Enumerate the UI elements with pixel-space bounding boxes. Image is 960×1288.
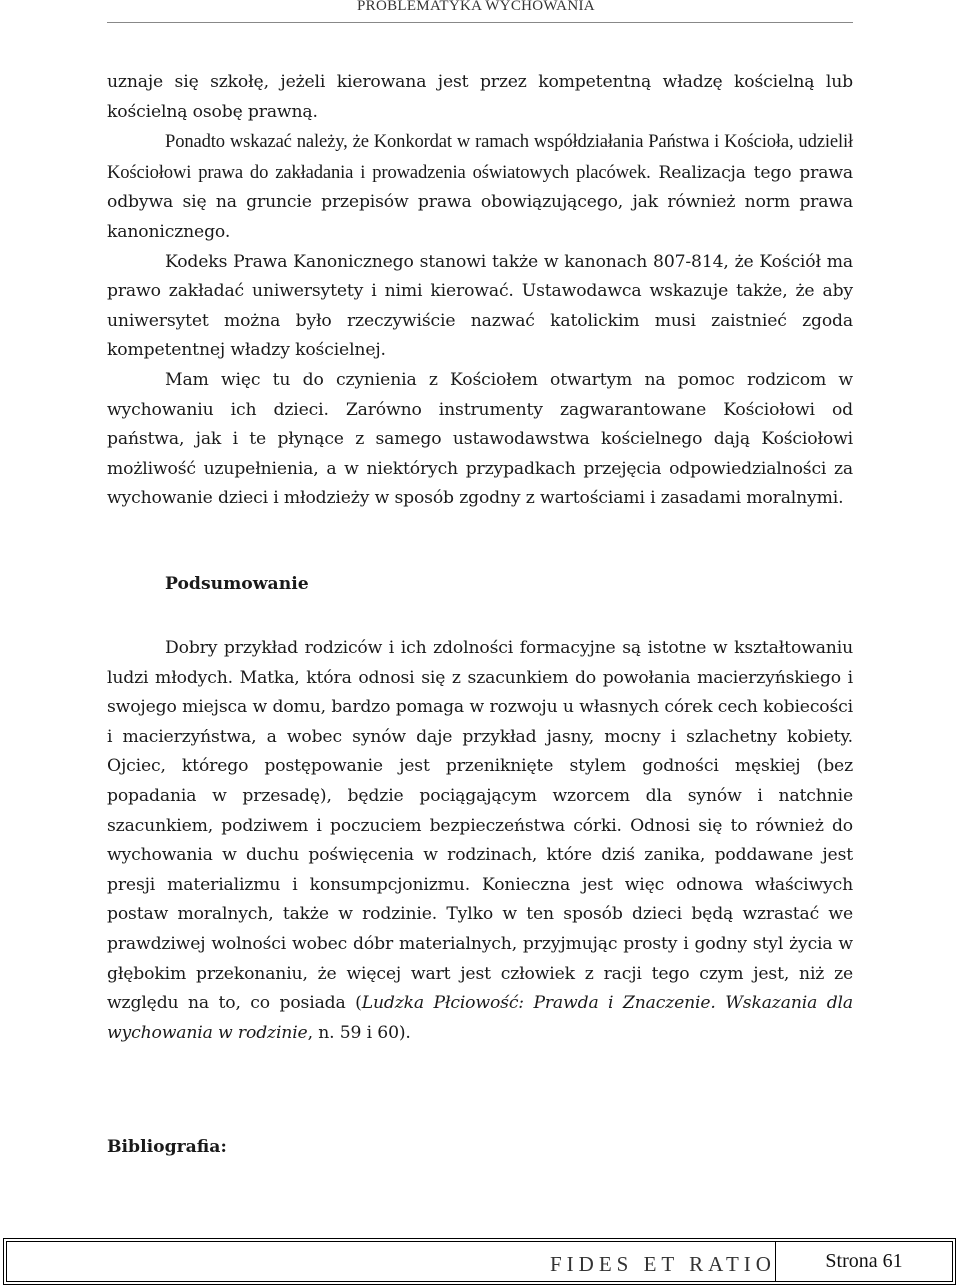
paragraph-2-part-a: Ponadto wskazać należy, że Konkordat w ramach współdziałania Państwa i Kościoła, udzielił Kościołowi prawa do zakładania i prowadzenia oświatowych placówek. bbox=[107, 131, 853, 183]
page-footer bbox=[3, 1238, 956, 1285]
paragraph-2-part-b: Realizacja tego prawa odbywa się na gruncie przepisów prawa obowiązującego, jak również norm prawa kanonicznego. bbox=[107, 162, 853, 242]
footer-frame bbox=[6, 1241, 953, 1282]
paragraph-4: Mam więc tu do czynienia z Kościołem otwartym na pomoc rodzicom w wychowaniu ich dzieci. Zarówno instrumenty zagwarantowane Kościołowi od państwa, jak i te płynące z samego ustawodawstwa kościelnego dają Kościołowi możliwość uzupełnienia, a w niektórych przypadkach przejęcia odpowiedzialności za wychowanie dzieci i młodzieży w sposób zgodny z wartościami i zasadami moralnymi. bbox=[107, 369, 853, 509]
page-number: Strona 61 bbox=[775, 1242, 952, 1281]
summary-heading: Podsumowanie bbox=[165, 574, 309, 594]
running-title: PROBLEMATYKA WYCHOWANIA bbox=[357, 0, 595, 14]
paragraph-2 bbox=[107, 127, 853, 247]
bibliography-heading: Bibliografia: bbox=[107, 1137, 227, 1157]
paragraph-3: Kodeks Prawa Kanonicznego stanowi także w kanonach 807-814, że Kościół ma prawo zakładać uniwersytety i nimi kierować. Ustawodawca wskazuje także, że aby uniwersytet można było rzeczywiście nazwać katolickim musi zaistnieć zgoda kompetentnej władzy kościelnej. bbox=[107, 251, 853, 361]
journal-name: FIDES ET RATIO bbox=[550, 1252, 776, 1276]
summary-paragraph bbox=[107, 634, 853, 1048]
summary-citation: Ludzka Płciowość: Prawda i Znaczenie. Wskazania dla wychowania w rodzinie bbox=[107, 993, 853, 1043]
summary-text bbox=[107, 634, 853, 1048]
running-header bbox=[0, 0, 960, 24]
header-rule bbox=[107, 22, 853, 23]
summary-citation-tail: , n. 59 i 60). bbox=[307, 1022, 411, 1043]
body-text bbox=[107, 68, 853, 514]
summary-main: Dobry przykład rodziców i ich zdolności formacyjne są istotne w kształtowaniu ludzi młodych. Matka, która odnosi się z szacunkiem do powołania macierzyńskiego i swojego miejsca w domu, bardzo pomaga w rozwoju u własnych córek cech kobiecości i macierzyństwa, a wobec synów daje przykład jasny, mocny i szlachetny kobiety. Ojciec, którego postępowanie jest przeniknięte stylem godności męskiej (bez popadania w przesadę), będzie pociągającym wzorcem dla synów i natchnie szacunkiem, podziwem i poczuciem bezpieczeństwa córki. Odnosi się to również do wychowania w duchu poświęcenia w rodzinach, które dziś zanika, poddawane jest presji materializmu i konsumpcjonizmu. Konieczna jest więc odnowa właściwych postaw moralnych, także w rodzinie. Tylko w ten sposób dzieci będą wzrastać we prawdziwej wolności wobec dóbr materialnych, przyjmując prosty i godny styl życia w głębokim przekonaniu, że więcej wart jest człowiek z racji tego czym jest, niż ze względu na to, co posiada ( bbox=[107, 638, 853, 1014]
paragraph-1: uznaje się szkołę, jeżeli kierowana jest przez kompetentną władzę kościelną lub kościelną osobę prawną. bbox=[107, 72, 853, 122]
